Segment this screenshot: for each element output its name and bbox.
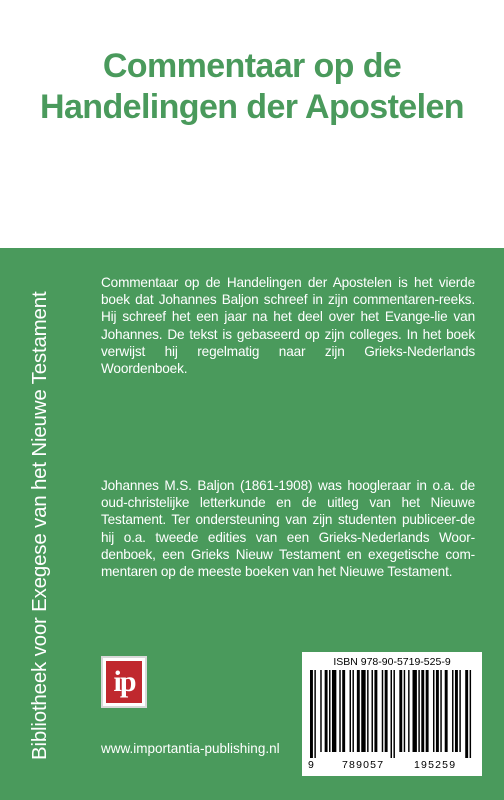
barcode-bar <box>404 670 405 752</box>
barcode-bar <box>339 670 340 752</box>
barcode-bar <box>350 670 351 752</box>
barcode-bar <box>440 670 441 752</box>
book-title <box>0 46 504 128</box>
cover-top-panel <box>0 0 504 248</box>
description-paragraph-1: Commentaar op de Handelingen der Apostelen is het vierde boek dat Johannes Baljon schreef in zijn commentaren-reeks. Hij schreef het een jaar na het deel over het Evange-lie van Johannes. De tekst is gebaseerd op zijn colleges. In het boek verwijst hij regelmatig naar zijn Grieks-Nederlands Woordenboek. <box>101 275 475 377</box>
barcode-bar <box>352 670 353 752</box>
barcode-bar <box>433 670 434 752</box>
barcode-bar <box>385 670 388 752</box>
barcode-bar <box>452 670 453 752</box>
barcode-bar <box>310 670 313 758</box>
barcode-bar <box>325 670 328 752</box>
barcode-bar <box>342 670 345 752</box>
publisher-logo-background <box>106 661 142 703</box>
barcode-bar <box>372 670 373 752</box>
barcode-bar <box>357 670 360 752</box>
book-title-line-2: Handelingen der Apostelen <box>40 88 464 126</box>
barcode-bar <box>455 670 458 752</box>
barcode-bar <box>408 670 409 752</box>
barcode-bar <box>367 670 368 752</box>
barcode-bar <box>399 670 402 752</box>
barcode-bar <box>382 670 383 752</box>
barcode-digits <box>302 758 482 772</box>
barcode-bar <box>329 670 330 752</box>
barcode-bar <box>361 670 365 752</box>
barcode-bar <box>393 670 394 758</box>
barcode-bar <box>421 670 424 752</box>
barcode-panel <box>302 652 482 776</box>
barcode-digits-left: 789057 <box>342 759 385 771</box>
barcode-bar <box>436 670 439 752</box>
publisher-logo <box>101 656 147 708</box>
barcode-bar <box>426 670 429 752</box>
barcode-bar <box>391 670 392 758</box>
barcode-bars <box>310 670 474 758</box>
series-title: Bibliotheek voor Exegese van het Nieuwe Testament <box>28 291 51 760</box>
barcode-bar <box>320 670 321 752</box>
barcode-bar <box>314 670 315 758</box>
publisher-logo-text: ip <box>113 665 135 698</box>
barcode-bar <box>445 670 448 752</box>
author-bio-paragraph: Johannes M.S. Baljon (1861-1908) was hoogleraar in o.a. de oud-christelijke letterkunde en de uitleg van het Nieuwe Testament. Ter ondersteuning van zijn studenten publiceer-de hij o.a. tweede edities van een Grieks-Nederlands Woor-denboek, een Grieks Nieuw Testament en exegetische com-mentaren op de meeste boeken van het Nieuwe Testament. <box>101 478 475 580</box>
barcode-bar <box>413 670 417 752</box>
barcode-digit-first: 9 <box>308 759 314 771</box>
publisher-url: www.importantia-publishing.nl <box>101 741 280 756</box>
barcode-bar <box>470 670 471 758</box>
barcode-bar <box>332 670 336 752</box>
barcode-bar <box>418 670 419 752</box>
isbn-label: ISBN 978-90-5719-525-9 <box>333 656 451 668</box>
barcode-bar <box>459 670 460 752</box>
barcode-bar <box>374 670 377 752</box>
barcode-bar <box>465 670 468 758</box>
book-title-line-1: Commentaar op de <box>102 47 402 85</box>
barcode-digits-right: 195259 <box>414 759 457 771</box>
